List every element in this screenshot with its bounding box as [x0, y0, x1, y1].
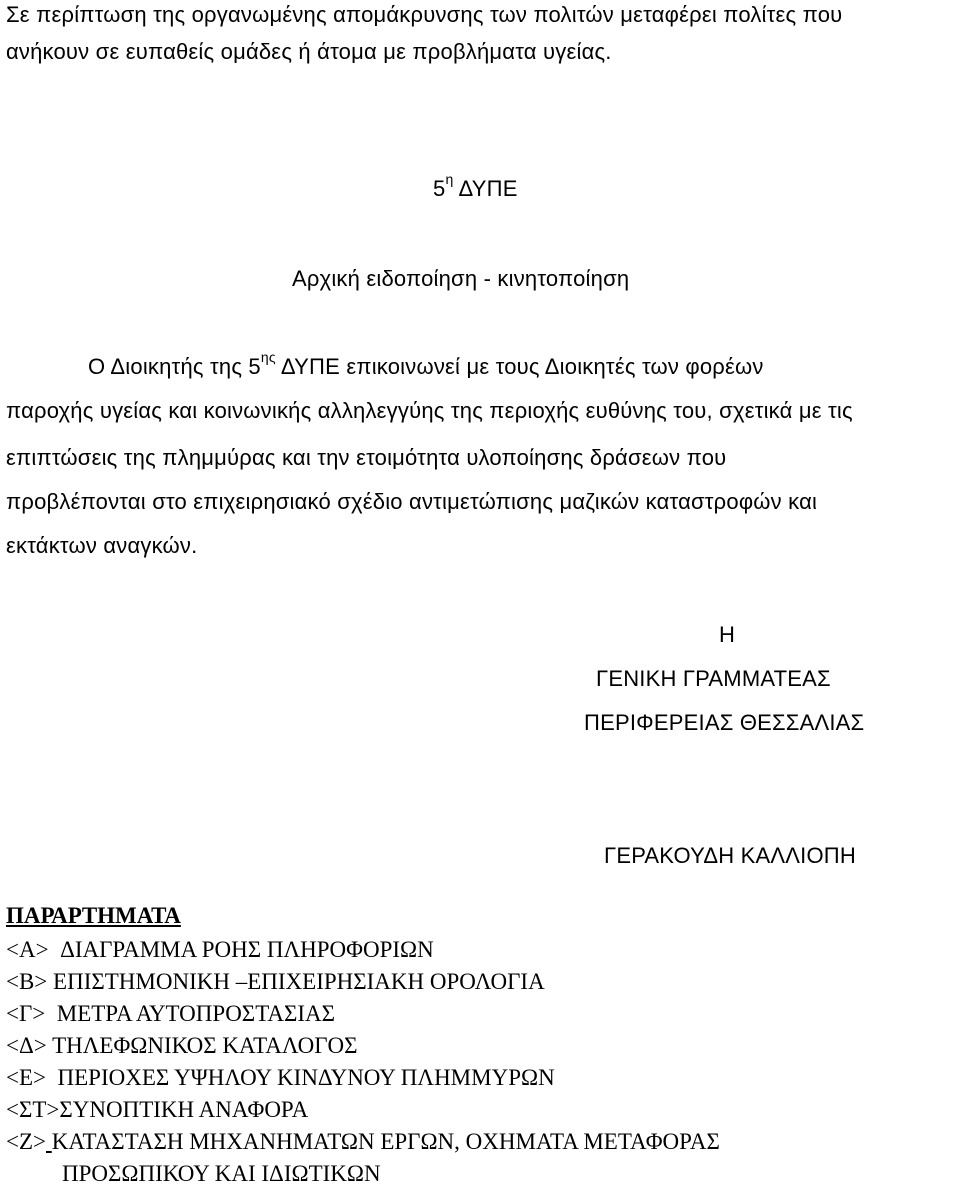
signature-line-2: ΓΕΝΙΚΗ ΓΡΑΜΜΑΤΕΑΣ [596, 666, 831, 691]
appendix-tag: <Α> [6, 937, 49, 962]
appendix-text: ΠΕΡΙΟΧΕΣ ΥΨΗΛΟΥ ΚΙΝΔΥΝΟΥ ΠΛΗΜΜΥΡΩΝ [57, 1065, 555, 1090]
appendix-text: ΔΙΑΓΡΑΜΜΑ ΡΟΗΣ ΠΛΗΡΟΦΟΡΙΩΝ [60, 937, 434, 962]
appendix-tag: <Ζ> [6, 1129, 46, 1154]
appendix-item-d [6, 1033, 358, 1059]
paragraph-lead-a: Ο Διοικητής της 5 [88, 354, 261, 379]
section-title-sup: η [445, 171, 454, 187]
appendix-item-e [6, 1065, 555, 1091]
section-title-rest: ΔΥΠΕ [458, 176, 518, 201]
appendix-text: ΕΠΙΣΤΗΜΟΝΙΚΗ –ΕΠΙΧΕΙΡΗΣΙΑΚΗ ΟΡΟΛΟΓΙΑ [53, 969, 545, 994]
signature-line-3: ΠΕΡΙΦΕΡΕΙΑΣ ΘΕΣΣΑΛΙΑΣ [584, 710, 865, 735]
paragraph-lead-b: ΔΥΠΕ επικοινωνεί με τους Διοικητές των φορέων [280, 354, 764, 379]
intro-line-1: Σε περίπτωση της οργανωμένης απομάκρυνσης των πολιτών μεταφέρει πολίτες που [6, 2, 843, 27]
signature-name: ΓΕΡΑΚΟΥΔΗ ΚΑΛΛΙΟΠΗ [604, 843, 856, 868]
section-subtitle: Αρχική ειδοποίηση - κινητοποίηση [292, 266, 630, 291]
paragraph-line-3: επιπτώσεις της πλημμύρας και την ετοιμότητα υλοποίησης δράσεων που [6, 445, 727, 470]
paragraph-line-5: εκτάκτων αναγκών. [6, 533, 198, 558]
paragraph-line-2: παροχής υγείας και κοινωνικής αλληλεγγύης της περιοχής ευθύνης του, σχετικά με τις [6, 398, 853, 423]
appendix-item-c [6, 1001, 335, 1027]
appendix-item-z-continuation: ΠΡΟΣΩΠΙΚΟΥ ΚΑΙ ΙΔΙΩΤΙΚΩΝ [62, 1161, 381, 1186]
appendix-item-b [6, 969, 545, 995]
appendix-tag: <ΣΤ> [6, 1097, 60, 1122]
appendix-tag: <Β> [6, 969, 48, 994]
appendix-text: ΤΗΛΕΦΩΝΙΚΟΣ ΚΑΤΑΛΟΓΟΣ [52, 1033, 358, 1058]
appendix-item-z [6, 1129, 720, 1155]
appendix-tag: <Δ> [6, 1033, 47, 1058]
section-title [433, 171, 518, 202]
section-title-number: 5 [433, 176, 446, 201]
paragraph-lead-sup: ης [260, 349, 276, 365]
appendix-tag: <Ε> [6, 1065, 46, 1090]
appendix-item-a [6, 937, 434, 963]
signature-line-1: Η [719, 622, 736, 647]
appendix-tag: <Γ> [6, 1001, 46, 1026]
appendix-text: ΚΑΤΑΣΤΑΣΗ ΜΗΧΑΝΗΜΑΤΩΝ ΕΡΓΩΝ, ΟΧΗΜΑΤΑ ΜΕΤΑΦΟΡΑΣ [51, 1129, 720, 1154]
intro-line-2: ανήκουν σε ευπαθείς ομάδες ή άτομα με προβλήματα υγείας. [6, 39, 612, 64]
appendix-text: ΜΕΤΡΑ ΑΥΤΟΠΡΟΣΤΑΣΙΑΣ [56, 1001, 336, 1026]
paragraph-line-1 [88, 349, 764, 380]
appendices-heading: ΠΑΡΑΡΤΗΜΑΤΑ [6, 903, 181, 928]
appendix-text: ΣΥΝΟΠΤΙΚΗ ΑΝΑΦΟΡΑ [59, 1097, 309, 1122]
paragraph-line-4: προβλέπονται στο επιχειρησιακό σχέδιο αντιμετώπισης μαζικών καταστροφών και [6, 489, 818, 514]
appendix-item-st [6, 1097, 308, 1123]
